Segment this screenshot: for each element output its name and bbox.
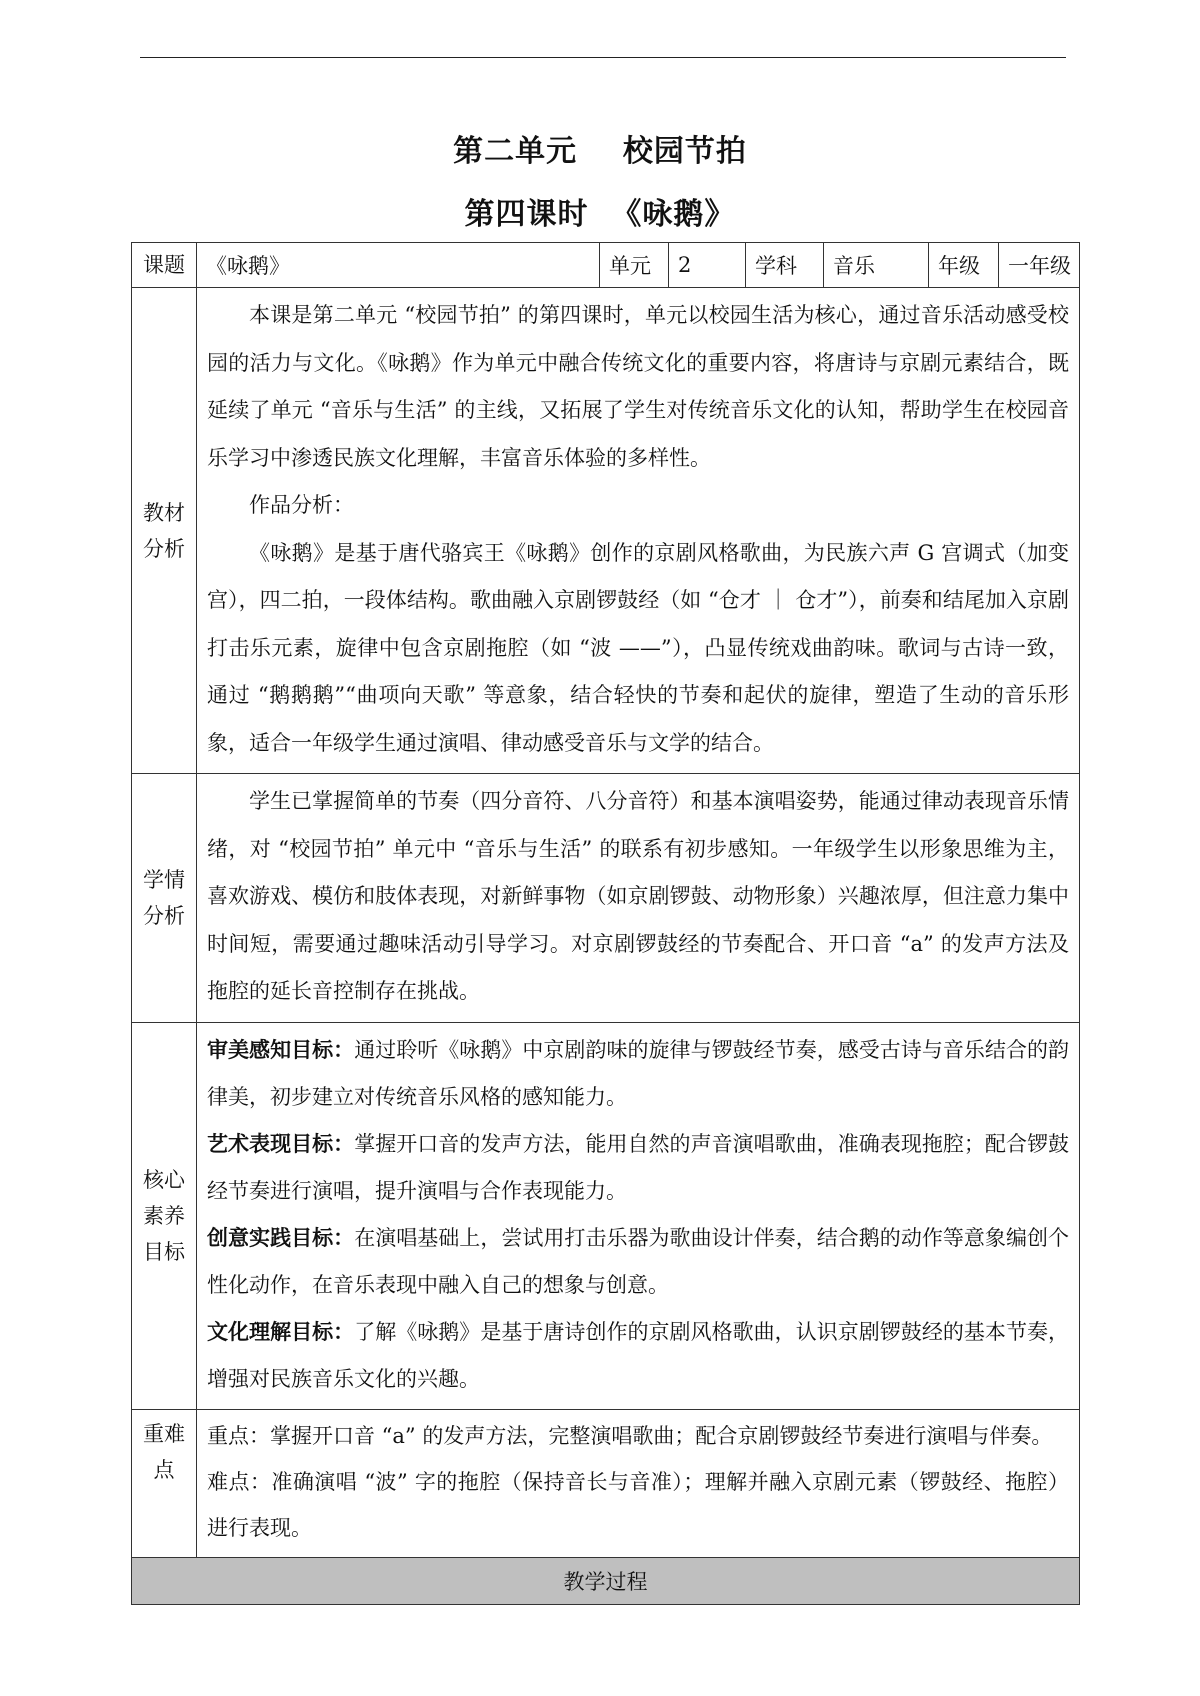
header-row (132, 243, 1080, 288)
difficult-point: 难点：准确演唱 “波” 字的拖腔（保持音长与音准）；理解并融入京剧元素（锣鼓经、拖腔）进行表现。 (207, 1469, 1069, 1540)
goal-text: 在演唱基础上，尝试用打击乐器为歌曲设计伴奏，结合鹅的动作等意象编创个性化动作，在音乐表现中融入自己的想象与创意。 (207, 1225, 1070, 1297)
key-points-content (197, 1409, 1080, 1557)
goal-creative (207, 1215, 1069, 1309)
teaching-process-header: 教学过程 (132, 1557, 1080, 1604)
work-analysis-heading: 作品分析： (249, 493, 354, 517)
core-goals-content (197, 1022, 1080, 1409)
unit-value: 2 (669, 243, 746, 288)
material-paragraph-2: 《咏鹅》是基于唐代骆宾王《咏鹅》创作的京剧风格歌曲，为民族六声 G 宫调式（加变宫），四二拍，一段体结构。歌曲融入京剧锣鼓经（如 “仓才 ｜ 仓才”），前奏和结尾加入京剧打击乐元素，旋律中包含京剧拖腔（如 “波 ——”），凸显传统戏曲韵味。歌词与古诗一致，通过 “鹅鹅鹅”“曲项向天歌” 等意象，结合轻快的节奏和起伏的旋律，塑造了生动的音乐形象，适合一年级学生通过演唱、律动感受音乐与文学的结合。 (207, 540, 1069, 755)
learner-paragraph: 学生已掌握简单的节奏（四分音符、八分音符）和基本演唱姿势，能通过律动表现音乐情绪，对 “校园节拍” 单元中 “音乐与生活” 的联系有初步感知。一年级学生以形象思维为主，喜欢游戏、模仿和肢体表现，对新鲜事物（如京剧锣鼓、动物形象）兴趣浓厚，但注意力集中时间短，需要通过趣味活动引导学习。对京剧锣鼓经的节奏配合、开口音 “a” 的发声方法及拖腔的延长音控制存在挑战。 (207, 789, 1069, 1003)
goal-label: 艺术表现目标： (207, 1131, 355, 1156)
goal-performance (207, 1121, 1069, 1215)
goal-label: 文化理解目标： (207, 1319, 355, 1344)
topic-value: 《咏鹅》 (197, 243, 600, 288)
goal-label: 审美感知目标： (207, 1037, 355, 1062)
goal-cultural (207, 1309, 1069, 1403)
material-analysis-content (197, 288, 1080, 774)
goal-text: 通过聆听《咏鹅》中京剧韵味的旋律与锣鼓经节奏，感受古诗与音乐结合的韵律美，初步建立对传统音乐风格的感知能力。 (207, 1037, 1070, 1109)
core-goals-label: 核心 素养 目标 (132, 1022, 197, 1409)
material-analysis-row (132, 288, 1080, 774)
grade-label: 年级 (929, 243, 999, 288)
subject-label: 学科 (746, 243, 824, 288)
learner-analysis-label: 学情 分析 (132, 774, 197, 1023)
teaching-process-row (132, 1557, 1080, 1604)
goal-aesthetic (207, 1027, 1069, 1121)
material-paragraph-1: 本课是第二单元 “校园节拍” 的第四课时，单元以校园生活为核心，通过音乐活动感受校园的活力与文化。《咏鹅》作为单元中融合传统文化的重要内容，将唐诗与京剧元素结合，既延续了单元 “音乐与生活” 的主线，又拓展了学生对传统音乐文化的认知，帮助学生在校园音乐学习中渗透民族文化理解，丰富音乐体验的多样性。 (207, 303, 1069, 470)
unit-title: 第二单元 校园节拍 (453, 134, 747, 169)
subject-value: 音乐 (824, 243, 929, 288)
unit-label: 单元 (600, 243, 669, 288)
header-rule (140, 57, 1066, 58)
focus-point: 重点：掌握开口音 “a” 的发声方法，完整演唱歌曲；配合京剧锣鼓经节奏进行演唱与伴奏。 (207, 1423, 1053, 1448)
learner-analysis-row (132, 774, 1080, 1023)
lesson-plan-table (131, 242, 1080, 1605)
goal-label: 创意实践目标： (207, 1225, 355, 1250)
goal-text: 掌握开口音的发声方法，能用自然的声音演唱歌曲，准确表现拖腔；配合锣鼓经节奏进行演唱，提升演唱与合作表现能力。 (207, 1131, 1070, 1203)
key-points-label: 重难 点 (132, 1409, 197, 1557)
lesson-title: 第四课时 《咏鹅》 (464, 197, 736, 232)
key-points-row (132, 1409, 1080, 1557)
goal-text: 了解《咏鹅》是基于唐诗创作的京剧风格歌曲，认识京剧锣鼓经的基本节奏，增强对民族音乐文化的兴趣。 (207, 1319, 1070, 1391)
learner-analysis-content (197, 774, 1080, 1023)
core-goals-row (132, 1022, 1080, 1409)
grade-value: 一年级 (999, 243, 1080, 288)
topic-label: 课题 (132, 243, 197, 288)
material-analysis-label: 教材 分析 (132, 288, 197, 774)
